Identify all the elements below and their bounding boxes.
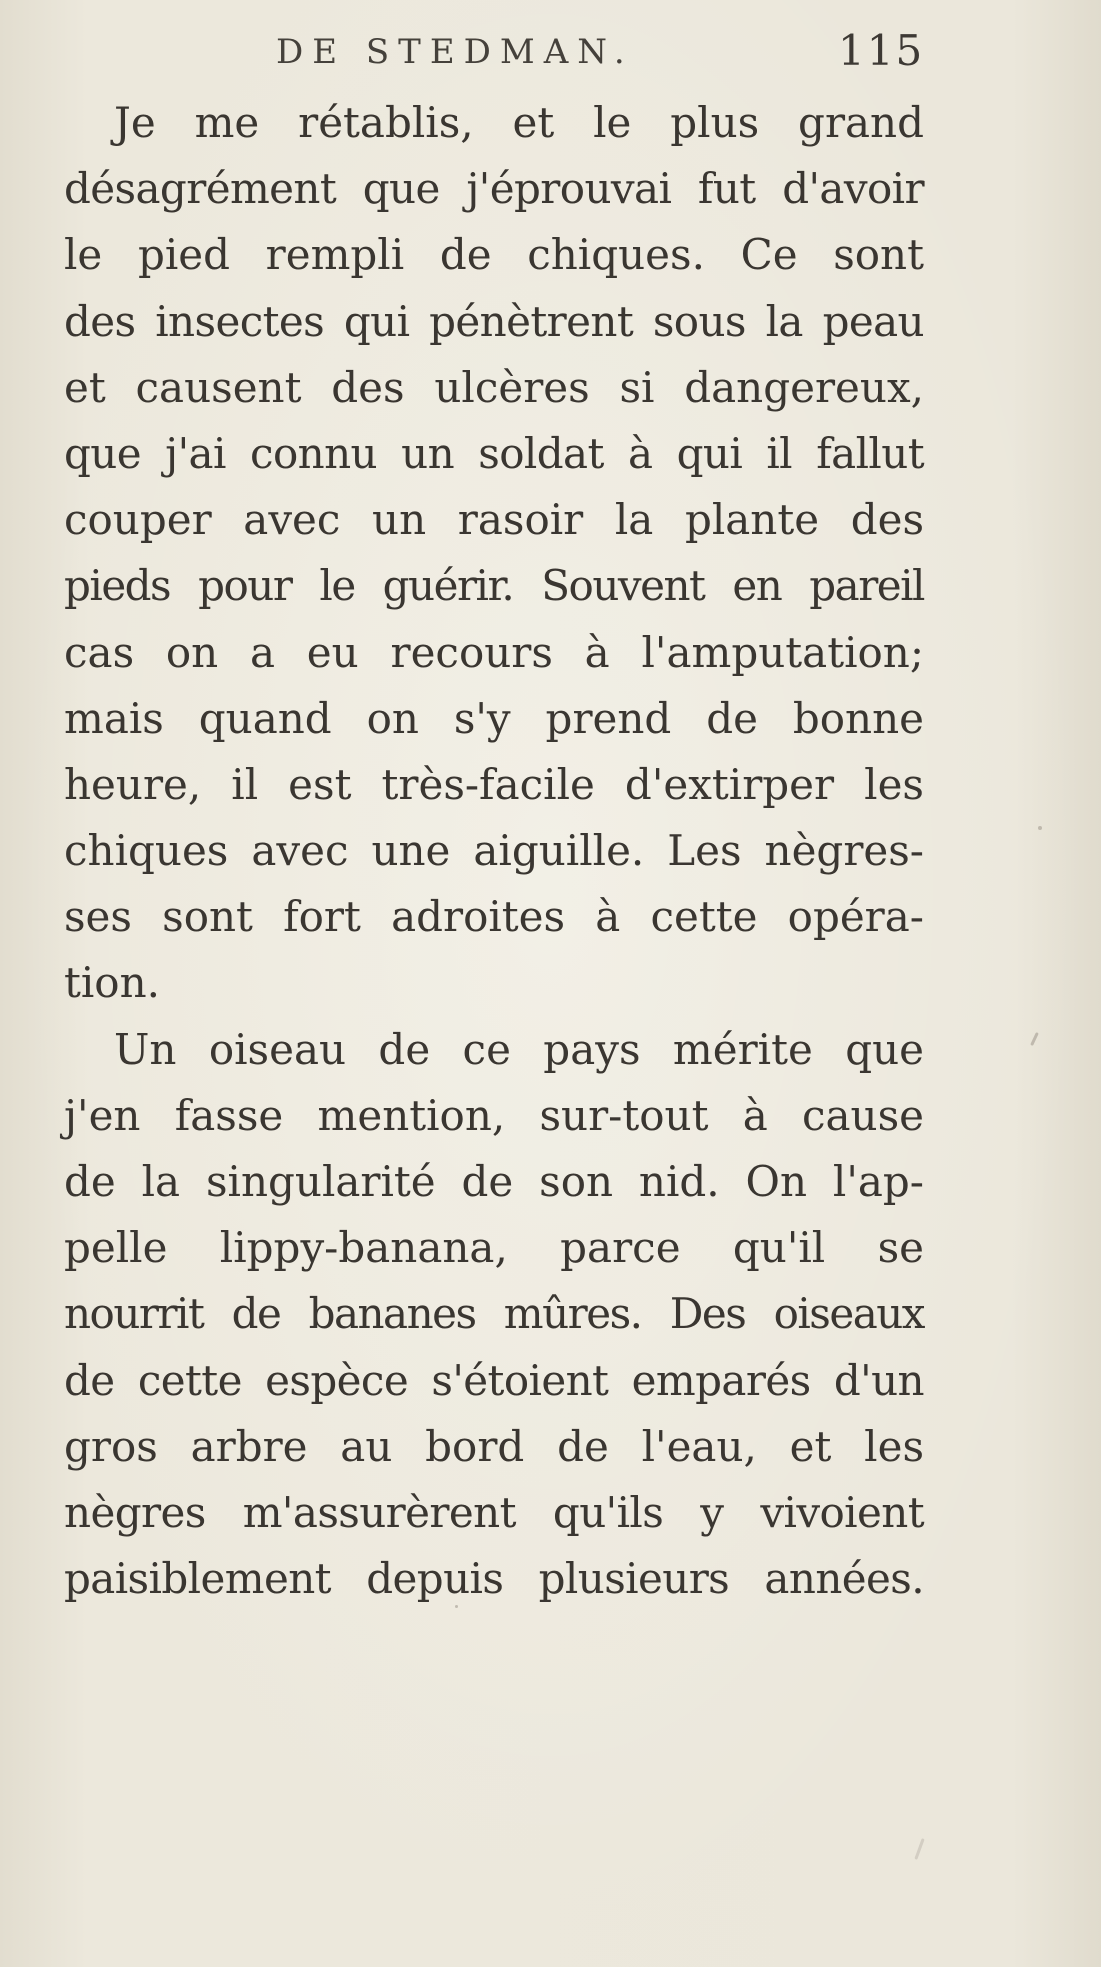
paragraph-1 [64, 90, 924, 1017]
body-text [64, 90, 924, 1612]
text-line: le pied rempli de chiques. Ce sont [64, 230, 924, 280]
text-line: de la singularité de son nid. On l'ap- [64, 1157, 924, 1206]
text-line: de cette espèce s'étoient emparés d'un [64, 1355, 924, 1405]
paper-speck [1030, 1032, 1039, 1046]
text-line: Je me rétablis, et le plus grand [114, 98, 924, 147]
text-line: pelle lippy-banana, parce qu'il se [64, 1223, 924, 1273]
text-line: mais quand on s'y prend de bonne [64, 693, 924, 743]
text-line: nègres m'assurèrent qu'ils y vivoient [64, 1487, 924, 1537]
text-line: heure, il est très-facile d'extirper les [64, 759, 924, 809]
text-line: cas on a eu recours à l'amputation; [64, 627, 924, 677]
text-line: couper avec un rasoir la plante des [64, 495, 924, 545]
text-line: j'en fasse mention, sur-tout à cause [64, 1090, 924, 1140]
text-line: que j'ai connu un soldat à qui il fallut [64, 428, 924, 478]
text-line: désagrément que j'éprouvai fut d'avoir [64, 164, 924, 214]
text-line: nourrit de bananes mûres. Des oiseaux [64, 1289, 924, 1339]
paper-speck [455, 1605, 458, 1608]
paper-speck [1038, 826, 1042, 830]
text-line: chiques avec une aiguille. Les nègres- [64, 826, 924, 876]
paragraph-2 [64, 1017, 924, 1613]
page-number: 115 [838, 26, 925, 75]
text-line: tion. [64, 958, 160, 1008]
text-line: pieds pour le guérir. Souvent en pareil [64, 561, 924, 611]
paper-speck [914, 1838, 924, 1860]
running-title: DE STEDMAN. [276, 32, 634, 72]
text-line: et causent des ulcères si dangereux, [64, 362, 924, 412]
text-line: Un oiseau de ce pays mérite que [114, 1024, 924, 1074]
text-line: ses sont fort adroites à cette opéra- [64, 892, 924, 942]
text-line: paisiblement depuis plusieurs années. [64, 1554, 924, 1604]
text-line: des insectes qui pénètrent sous la peau [64, 296, 924, 346]
text-line: gros arbre au bord de l'eau, et les [64, 1421, 924, 1471]
